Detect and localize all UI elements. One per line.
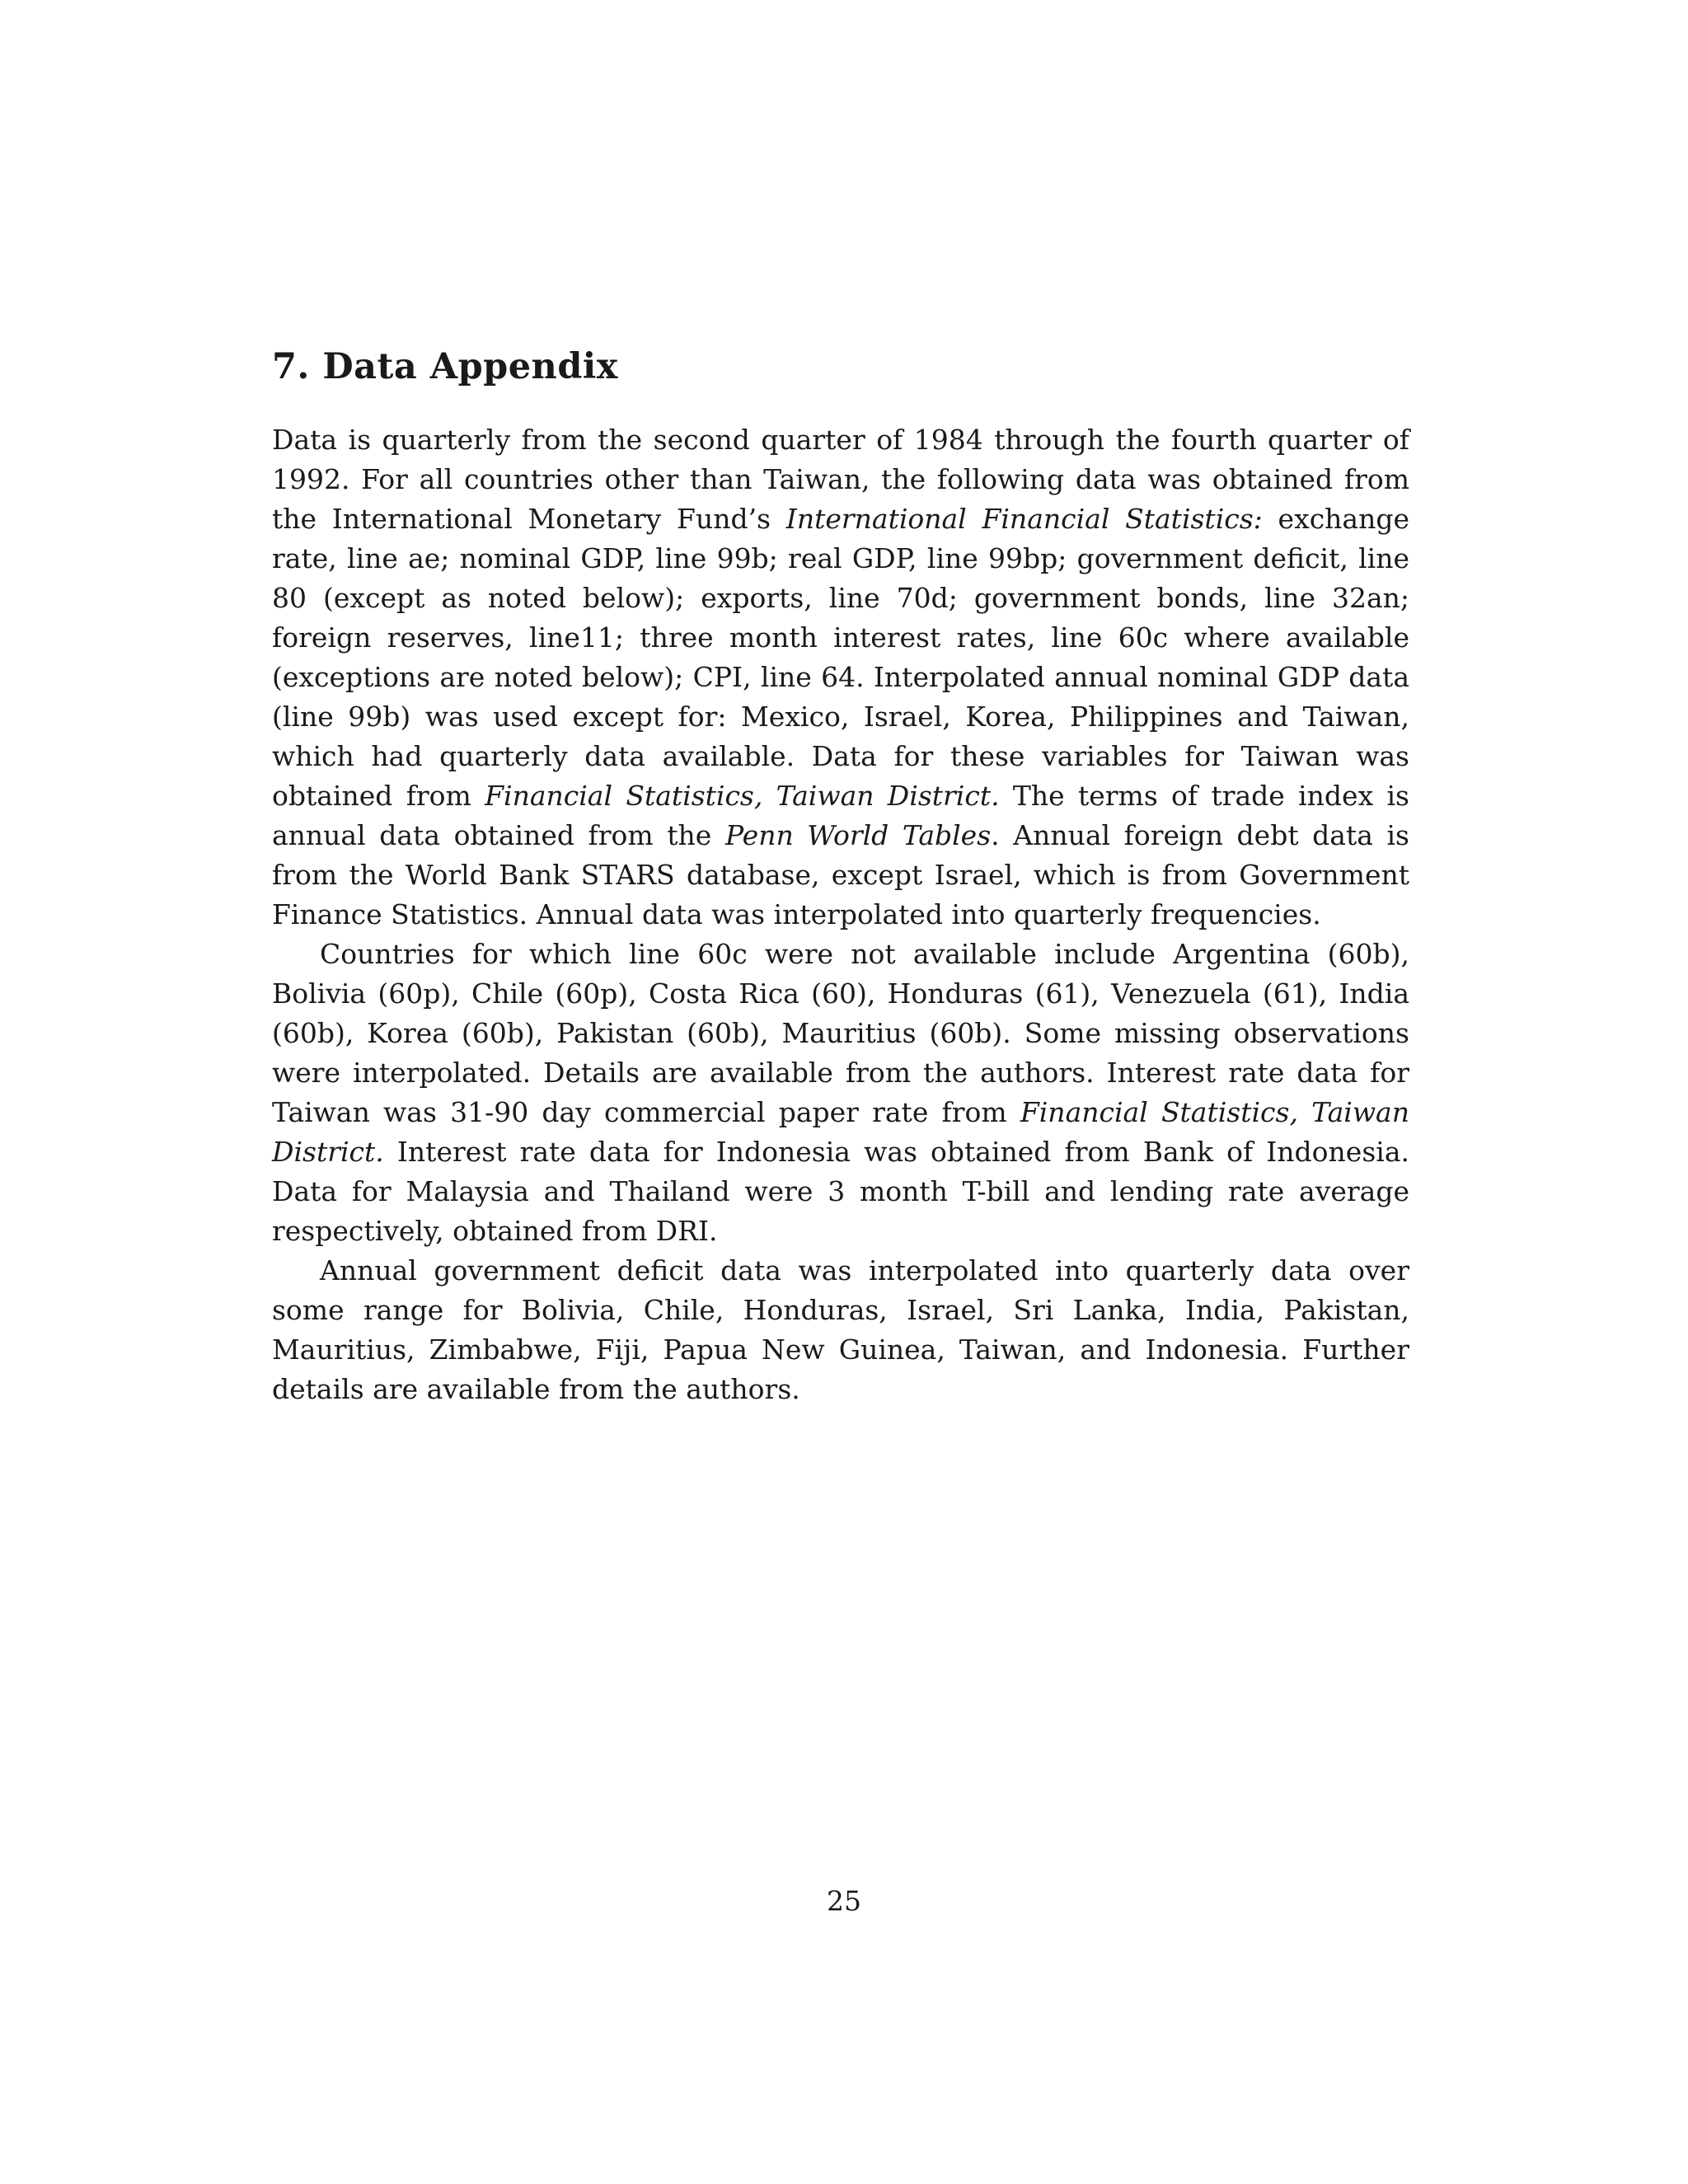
text-run: exchange rate, line ae; nominal GDP, line 99b; real GDP, line 99bp; government deficit, line 80 (except as noted below); exports, line 70d; government bonds, line 32an; foreign reserves, line11; three month interest rates, line 60c where available (exceptions are noted below); CPI, line 64. Interpolated annual nominal GDP data (line 99b) was used except for: Mexico, Israel, Korea, Philippines and Taiwan, which had quarterly data available. Data for these variables for Taiwan was obtained from	[272, 503, 1410, 812]
italic-title: Financial Statistics, Taiwan District.	[272, 1096, 1409, 1168]
section-body	[272, 420, 1409, 1409]
text-run: . Annual foreign debt data is from the World Bank STARS database, except Israel, which is from Government Finance Statistics. Annual data was interpolated into quarterly frequencies.	[272, 819, 1409, 930]
page-number: 25	[827, 1885, 861, 1917]
paragraph-government-deficit	[272, 1251, 1409, 1409]
text-run: Data is quarterly from the second quarter of 1984 through the fourth quarter of 1992. For all countries other than Taiwan, the following data was obtained from the International Monetary Fund’s	[272, 424, 1409, 535]
paragraph-data-sources	[272, 420, 1409, 935]
italic-title: Penn World Tables	[724, 819, 992, 851]
text-run: Annual government deficit data was interpolated into quarterly data over some range for Bolivia, Chile, Honduras, Israel, Sri Lanka, India, Pakistan, Mauritius, Zimbabwe, Fiji, Papua New Guinea, Taiwan, and Indonesia. Further details are available from the authors.	[272, 1254, 1409, 1405]
italic-title: International Financial Statistics:	[785, 503, 1263, 535]
text-run: The terms of trade index is annual data obtained from the	[272, 780, 1409, 851]
section-heading: 7. Data Appendix	[272, 346, 618, 387]
text-run: Interest rate data for Indonesia was obtained from Bank of Indonesia. Data for Malaysia and Thailand were 3 month T-bill and lending rate average respectively, obtained from DRI.	[272, 1136, 1409, 1247]
text-run: Countries for which line 60c were not available include Argentina (60b), Bolivia (60p), Chile (60p), Costa Rica (60), Honduras (61), Venezuela (61), India (60b), Korea (60b), Pakistan (60b), Mauritius (60b). Some missing observations were interpolated. Details are available from the authors. Interest rate data for Taiwan was 31-90 day commercial paper rate from	[272, 938, 1409, 1128]
italic-title: Financial Statistics, Taiwan District.	[485, 780, 1000, 812]
paragraph-interest-rates	[272, 935, 1409, 1251]
